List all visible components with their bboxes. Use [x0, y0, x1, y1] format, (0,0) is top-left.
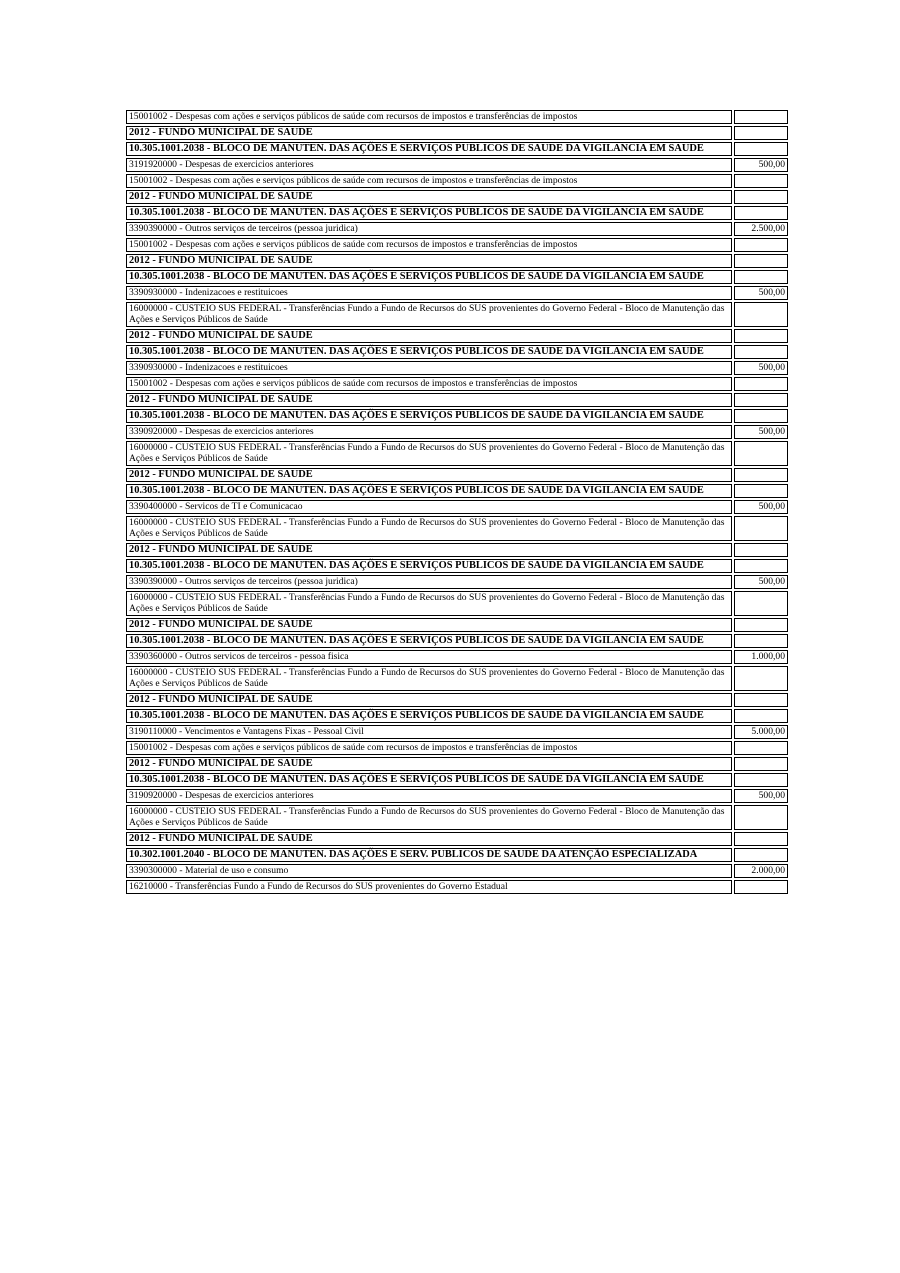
row-value: [734, 484, 788, 498]
row-description: 10.305.1001.2038 - BLOCO DE MANUTEN. DAS AÇÕES E SERVIÇOS PUBLICOS DE SAUDE DA VIGILANCIA EM SAUDE: [126, 142, 732, 156]
table-row-heading: [126, 142, 788, 156]
row-value: [734, 757, 788, 771]
row-description: 2012 - FUNDO MUNICIPAL DE SAUDE: [126, 393, 732, 407]
table-row: [126, 286, 788, 300]
row-value: [734, 254, 788, 268]
row-value: [734, 238, 788, 252]
row-description: 16000000 - CUSTEIO SUS FEDERAL - Transferências Fundo a Fundo de Recursos do SUS provenientes do Governo Federal - Bloco de Manutenção das Ações e Serviços Públicos de Saúde: [126, 666, 732, 691]
row-value: 1.000,00: [734, 650, 788, 664]
row-description: 16000000 - CUSTEIO SUS FEDERAL - Transferências Fundo a Fundo de Recursos do SUS provenientes do Governo Federal - Bloco de Manutenção das Ações e Serviços Públicos de Saúde: [126, 591, 732, 616]
table-row: [126, 591, 788, 616]
table-row: [126, 377, 788, 391]
table-row: [126, 516, 788, 541]
row-description: 2012 - FUNDO MUNICIPAL DE SAUDE: [126, 543, 732, 557]
table-row-heading: [126, 634, 788, 648]
table-row: [126, 805, 788, 830]
row-value: [734, 516, 788, 541]
row-description: 15001002 - Despesas com ações e serviços públicos de saúde com recursos de impostos e transferências de impostos: [126, 238, 732, 252]
row-description: 16000000 - CUSTEIO SUS FEDERAL - Transferências Fundo a Fundo de Recursos do SUS provenientes do Governo Federal - Bloco de Manutenção das Ações e Serviços Públicos de Saúde: [126, 805, 732, 830]
table-row-heading: [126, 190, 788, 204]
row-description: 3390400000 - Servicos de TI e Comunicacao: [126, 500, 732, 514]
table-row: [126, 864, 788, 878]
row-value: [734, 409, 788, 423]
row-value: 2.500,00: [734, 222, 788, 236]
table-row: [126, 441, 788, 466]
row-value: [734, 206, 788, 220]
table-row: [126, 361, 788, 375]
row-value: [734, 880, 788, 894]
row-description: 2012 - FUNDO MUNICIPAL DE SAUDE: [126, 190, 732, 204]
row-value: [734, 693, 788, 707]
table-row-heading: [126, 709, 788, 723]
table-row-heading: [126, 254, 788, 268]
row-value: [734, 393, 788, 407]
table-row: [126, 575, 788, 589]
table-row-heading: [126, 559, 788, 573]
row-value: [734, 270, 788, 284]
row-value: [734, 110, 788, 124]
row-value: [734, 773, 788, 787]
row-description: 3390390000 - Outros serviços de terceiros (pessoa juridica): [126, 222, 732, 236]
row-value: [734, 634, 788, 648]
row-description: 2012 - FUNDO MUNICIPAL DE SAUDE: [126, 329, 732, 343]
table-row-heading: [126, 832, 788, 846]
row-description: 3390930000 - Indenizacoes e restituicoes: [126, 286, 732, 300]
row-description: 2012 - FUNDO MUNICIPAL DE SAUDE: [126, 693, 732, 707]
row-description: 3390920000 - Despesas de exercicios anteriores: [126, 425, 732, 439]
row-value: [734, 805, 788, 830]
table-row: [126, 725, 788, 739]
row-value: [734, 142, 788, 156]
row-description: 3190920000 - Despesas de exercicios anteriores: [126, 789, 732, 803]
row-value: 500,00: [734, 789, 788, 803]
row-value: [734, 174, 788, 188]
row-value: 500,00: [734, 575, 788, 589]
row-description: 10.305.1001.2038 - BLOCO DE MANUTEN. DAS AÇÕES E SERVIÇOS PUBLICOS DE SAUDE DA VIGILANCIA EM SAUDE: [126, 484, 732, 498]
row-value: [734, 329, 788, 343]
row-value: 500,00: [734, 158, 788, 172]
row-description: 10.305.1001.2038 - BLOCO DE MANUTEN. DAS AÇÕES E SERVIÇOS PUBLICOS DE SAUDE DA VIGILANCIA EM SAUDE: [126, 709, 732, 723]
row-description: 10.305.1001.2038 - BLOCO DE MANUTEN. DAS AÇÕES E SERVIÇOS PUBLICOS DE SAUDE DA VIGILANCIA EM SAUDE: [126, 773, 732, 787]
row-value: [734, 741, 788, 755]
document-page: [126, 108, 790, 896]
row-description: 10.305.1001.2038 - BLOCO DE MANUTEN. DAS AÇÕES E SERVIÇOS PUBLICOS DE SAUDE DA VIGILANCIA EM SAUDE: [126, 345, 732, 359]
table-row-heading: [126, 848, 788, 862]
row-description: 10.305.1001.2038 - BLOCO DE MANUTEN. DAS AÇÕES E SERVIÇOS PUBLICOS DE SAUDE DA VIGILANCIA EM SAUDE: [126, 634, 732, 648]
row-value: [734, 709, 788, 723]
row-description: 3390930000 - Indenizacoes e restituicoes: [126, 361, 732, 375]
row-value: [734, 591, 788, 616]
row-value: [734, 666, 788, 691]
row-value: 500,00: [734, 425, 788, 439]
row-description: 2012 - FUNDO MUNICIPAL DE SAUDE: [126, 468, 732, 482]
table-row: [126, 741, 788, 755]
table-row: [126, 238, 788, 252]
row-description: 3390360000 - Outros servicos de terceiros - pessoa fisica: [126, 650, 732, 664]
row-description: 10.305.1001.2038 - BLOCO DE MANUTEN. DAS AÇÕES E SERVIÇOS PUBLICOS DE SAUDE DA VIGILANCIA EM SAUDE: [126, 409, 732, 423]
table-row-heading: [126, 329, 788, 343]
row-description: 10.305.1001.2038 - BLOCO DE MANUTEN. DAS AÇÕES E SERVIÇOS PUBLICOS DE SAUDE DA VIGILANCIA EM SAUDE: [126, 559, 732, 573]
row-description: 2012 - FUNDO MUNICIPAL DE SAUDE: [126, 126, 732, 140]
table-row-heading: [126, 270, 788, 284]
row-description: 3191920000 - Despesas de exercicios anteriores: [126, 158, 732, 172]
table-row-heading: [126, 773, 788, 787]
row-value: 500,00: [734, 361, 788, 375]
row-value: [734, 377, 788, 391]
row-description: 16210000 - Transferências Fundo a Fundo de Recursos do SUS provenientes do Governo Estadual: [126, 880, 732, 894]
row-value: 500,00: [734, 500, 788, 514]
table-row: [126, 500, 788, 514]
table-row: [126, 302, 788, 327]
row-description: 10.305.1001.2038 - BLOCO DE MANUTEN. DAS AÇÕES E SERVIÇOS PUBLICOS DE SAUDE DA VIGILANCIA EM SAUDE: [126, 206, 732, 220]
row-description: 3390390000 - Outros serviços de terceiros (pessoa juridica): [126, 575, 732, 589]
table-row: [126, 425, 788, 439]
row-value: [734, 468, 788, 482]
table-row-heading: [126, 618, 788, 632]
row-description: 3190110000 - Vencimentos e Vantagens Fixas - Pessoal Civil: [126, 725, 732, 739]
table-row: [126, 789, 788, 803]
row-description: 2012 - FUNDO MUNICIPAL DE SAUDE: [126, 757, 732, 771]
table-row-heading: [126, 757, 788, 771]
budget-table-body: [126, 110, 788, 894]
row-value: [734, 345, 788, 359]
row-description: 3390300000 - Material de uso e consumo: [126, 864, 732, 878]
row-value: 500,00: [734, 286, 788, 300]
table-row: [126, 666, 788, 691]
row-description: 2012 - FUNDO MUNICIPAL DE SAUDE: [126, 618, 732, 632]
row-value: [734, 618, 788, 632]
row-description: 16000000 - CUSTEIO SUS FEDERAL - Transferências Fundo a Fundo de Recursos do SUS provenientes do Governo Federal - Bloco de Manutenção das Ações e Serviços Públicos de Saúde: [126, 302, 732, 327]
row-description: 15001002 - Despesas com ações e serviços públicos de saúde com recursos de impostos e transferências de impostos: [126, 174, 732, 188]
row-value: [734, 126, 788, 140]
table-row: [126, 880, 788, 894]
table-row-heading: [126, 693, 788, 707]
row-description: 16000000 - CUSTEIO SUS FEDERAL - Transferências Fundo a Fundo de Recursos do SUS provenientes do Governo Federal - Bloco de Manutenção das Ações e Serviços Públicos de Saúde: [126, 441, 732, 466]
table-row-heading: [126, 126, 788, 140]
row-description: 15001002 - Despesas com ações e serviços públicos de saúde com recursos de impostos e transferências de impostos: [126, 377, 732, 391]
row-value: [734, 190, 788, 204]
row-value: [734, 543, 788, 557]
row-description: 16000000 - CUSTEIO SUS FEDERAL - Transferências Fundo a Fundo de Recursos do SUS provenientes do Governo Federal - Bloco de Manutenção das Ações e Serviços Públicos de Saúde: [126, 516, 732, 541]
row-value: [734, 832, 788, 846]
table-row: [126, 110, 788, 124]
row-value: 2.000,00: [734, 864, 788, 878]
table-row-heading: [126, 484, 788, 498]
table-row-heading: [126, 206, 788, 220]
row-description: 10.302.1001.2040 - BLOCO DE MANUTEN. DAS AÇÕES E SERV. PUBLICOS DE SAUDE DA ATENÇÃO ESPECIALIZADA: [126, 848, 732, 862]
row-value: [734, 302, 788, 327]
row-description: 2012 - FUNDO MUNICIPAL DE SAUDE: [126, 254, 732, 268]
budget-table: [124, 108, 790, 896]
table-row: [126, 158, 788, 172]
row-description: 15001002 - Despesas com ações e serviços públicos de saúde com recursos de impostos e transferências de impostos: [126, 110, 732, 124]
table-row-heading: [126, 543, 788, 557]
row-description: 15001002 - Despesas com ações e serviços públicos de saúde com recursos de impostos e transferências de impostos: [126, 741, 732, 755]
row-value: 5.000,00: [734, 725, 788, 739]
row-description: 2012 - FUNDO MUNICIPAL DE SAUDE: [126, 832, 732, 846]
table-row-heading: [126, 468, 788, 482]
row-value: [734, 441, 788, 466]
row-value: [734, 559, 788, 573]
table-row: [126, 222, 788, 236]
row-description: 10.305.1001.2038 - BLOCO DE MANUTEN. DAS AÇÕES E SERVIÇOS PUBLICOS DE SAUDE DA VIGILANCIA EM SAUDE: [126, 270, 732, 284]
table-row-heading: [126, 393, 788, 407]
row-value: [734, 848, 788, 862]
table-row: [126, 650, 788, 664]
table-row-heading: [126, 345, 788, 359]
table-row-heading: [126, 409, 788, 423]
table-row: [126, 174, 788, 188]
